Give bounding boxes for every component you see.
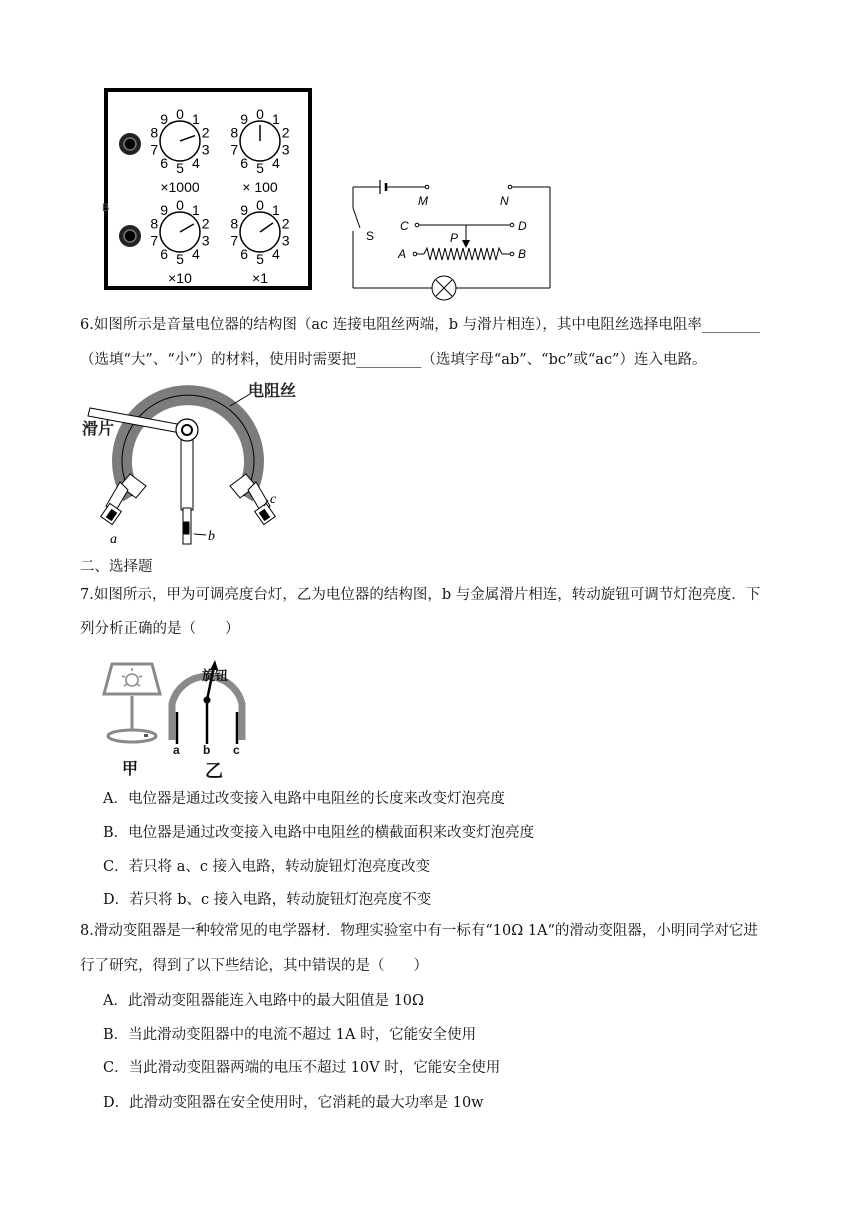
- dial-number: 9: [160, 111, 169, 128]
- dial-number: 2: [281, 215, 290, 232]
- dial-number: 7: [150, 141, 159, 158]
- label-b: b: [203, 743, 211, 757]
- section-title: 二、选择题: [80, 559, 153, 575]
- label-b: b: [208, 529, 215, 544]
- label-m: M: [418, 194, 428, 208]
- dial-number: 1: [191, 202, 200, 219]
- dial-number: 5: [256, 160, 264, 176]
- lamp-potentiometer-figure: [100, 646, 255, 778]
- label-n: N: [500, 194, 509, 208]
- q7-line2: 列分析正确的是（ ）: [80, 621, 240, 637]
- resistance-box-figure: [100, 86, 318, 292]
- dial-number: 1: [271, 111, 280, 128]
- dial-number: 0: [256, 106, 264, 122]
- q7-line1: 7.如图所示，甲为可调亮度台灯，乙为电位器的结构图，b 与金属滑片相连，转动旋钮可调节灯泡亮度．下: [80, 587, 761, 603]
- dial-number: 6: [240, 154, 249, 171]
- label-knob: 旋钮: [202, 668, 229, 683]
- label-p: P: [450, 231, 459, 245]
- label-c: c: [233, 743, 240, 757]
- side-mark: B: [102, 202, 110, 214]
- dial-number: 8: [230, 215, 239, 232]
- q6-line2: （选填“大”、“小”）的材料，使用时需要把_________（选填字母“ab”、“bc”或“ac”）连入电路。: [80, 352, 707, 368]
- dial-number: 5: [176, 251, 184, 267]
- label-s: S: [366, 229, 375, 243]
- q8-line1: 8.滑动变阻器是一种较常见的电学器材．物理实验室中有一标有“10Ω 1A“的滑动变阻器，小明同学对它进: [80, 923, 758, 939]
- dial-number: 0: [176, 197, 184, 213]
- label-slider: 滑片: [82, 421, 115, 438]
- label-b: B: [518, 247, 527, 261]
- dial-number: 4: [271, 154, 280, 171]
- dial-number: 7: [230, 141, 239, 158]
- label-a: A: [398, 247, 407, 261]
- dial-number: 5: [176, 160, 184, 176]
- dial-number: 9: [240, 111, 249, 128]
- q8-option-a[interactable]: A．此滑动变阻器能连入电路中的最大阻值是 10Ω: [103, 993, 425, 1009]
- dial-multiplier: ×1000: [160, 179, 200, 195]
- q7-option-b[interactable]: B．电位器是通过改变接入电路中电阻丝的横截面积来改变灯泡亮度: [103, 825, 535, 841]
- dial-number: 2: [201, 215, 210, 232]
- label-c: c: [270, 492, 277, 507]
- dial-multiplier: ×10: [168, 270, 192, 286]
- q8-option-c[interactable]: C．当此滑动变阻器两端的电压不超过 10V 时，它能安全使用: [103, 1060, 501, 1076]
- dial-number: 0: [256, 197, 264, 213]
- q8-option-b[interactable]: B．当此滑动变阻器中的电流不超过 1A 时，它能安全使用: [103, 1027, 477, 1043]
- dial-number: 4: [191, 245, 200, 262]
- q8-line2: 行了研究，得到了以下些结论，其中错误的是（ ）: [80, 958, 428, 974]
- dial-multiplier: ×1: [252, 270, 268, 286]
- dial-number: 6: [160, 154, 169, 171]
- dial-number: 3: [201, 141, 210, 158]
- dial-number: 2: [201, 124, 210, 141]
- label-d: D: [518, 219, 527, 233]
- dial-number: 1: [191, 111, 200, 128]
- dial-number: 1: [271, 202, 280, 219]
- label-a: a: [173, 743, 180, 757]
- label-a: a: [110, 532, 117, 547]
- dial-number: 4: [271, 245, 280, 262]
- dial-number: 9: [240, 202, 249, 219]
- dial-number: 3: [201, 232, 210, 249]
- label-jia: 甲: [122, 761, 139, 778]
- dial-multiplier: × 100: [242, 179, 278, 195]
- label-wire: 电阻丝: [248, 383, 297, 400]
- q8-option-d[interactable]: D．此滑动变阻器在安全使用时，它消耗的最大功率是 10w: [103, 1095, 484, 1111]
- q7-option-a[interactable]: A．电位器是通过改变接入电路中电阻丝的长度来改变灯泡亮度: [103, 791, 505, 807]
- dial-number: 8: [230, 124, 239, 141]
- circuit-figure: [340, 176, 560, 306]
- label-c: C: [400, 219, 409, 233]
- terminal-top: [119, 133, 141, 155]
- dial-number: 0: [176, 106, 184, 122]
- q6-line1: 6.如图所示是音量电位器的结构图（ac 连接电阻丝两端，b 与滑片相连），其中电阻丝选择电阻率________: [80, 317, 760, 333]
- q7-option-d[interactable]: D．若只将 b、c 接入电路，转动旋钮灯泡亮度不变: [103, 892, 432, 908]
- dial-number: 7: [150, 232, 159, 249]
- dial-number: 7: [230, 232, 239, 249]
- dial-number: 3: [281, 232, 290, 249]
- dial-number: 4: [191, 154, 200, 171]
- dial-number: 2: [281, 124, 290, 141]
- dial-number: 6: [240, 245, 249, 262]
- q7-option-c[interactable]: C．若只将 a、c 接入电路，转动旋钮灯泡亮度改变: [103, 859, 431, 875]
- terminal-bottom: [119, 225, 141, 247]
- dial-number: 8: [150, 215, 159, 232]
- dial-number: 6: [160, 245, 169, 262]
- dial-number: 5: [256, 251, 264, 267]
- dial-number: 9: [160, 202, 169, 219]
- potentiometer-figure: [80, 378, 310, 550]
- dial-number: 3: [281, 141, 290, 158]
- label-yi: 乙: [205, 761, 223, 778]
- dial-number: 8: [150, 124, 159, 141]
